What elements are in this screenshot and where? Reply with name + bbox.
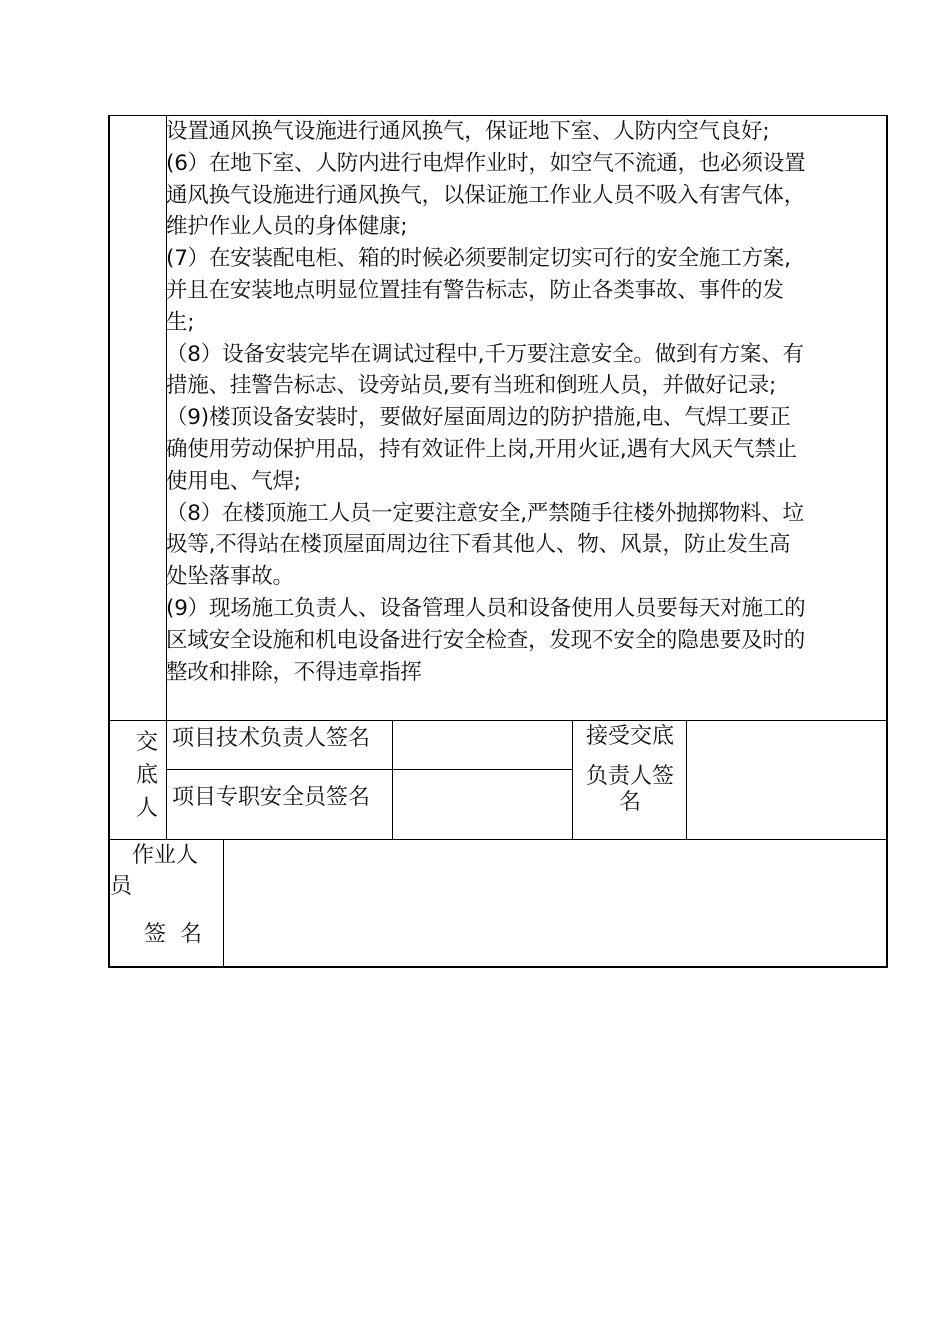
handover-label-char: 人 bbox=[135, 796, 158, 821]
workers-label-line: 签 名 bbox=[144, 922, 202, 947]
measure-line: （8）在楼顶施工人员一定要注意安全,严禁随手往楼外抛掷物料、垃 bbox=[166, 500, 804, 526]
workers-signature-field[interactable] bbox=[224, 840, 886, 966]
receiver-label-line: 名 bbox=[618, 790, 641, 815]
measure-line: (9）现场施工负责人、设备管理人员和设备使用人员要每天对施工的 bbox=[166, 595, 806, 621]
measure-line: 处坠落事故。 bbox=[166, 564, 294, 590]
measure-line: 区域安全设施和机电设备进行安全检查，发现不安全的隐患要及时的 bbox=[166, 627, 806, 653]
sign-col-divider-2 bbox=[572, 720, 573, 840]
measure-line: （9)楼顶设备安装时，要做好屋面周边的防护措施,电、气焊工要正 bbox=[166, 405, 791, 431]
workers-label-line: 员 bbox=[110, 874, 133, 899]
measure-line: 措施、挂警告标志、设旁站员,要有当班和倒班人员，并做好记录; bbox=[166, 373, 777, 399]
tech-lead-signature-field[interactable] bbox=[393, 721, 572, 769]
safety-officer-signature-label: 项目专职安全员签名 bbox=[172, 785, 371, 810]
measure-line: 确使用劳动保护用品，持有效证件上岗,开用火证,遇有大风天气禁止 bbox=[166, 436, 797, 462]
measure-line: 使用电、气焊; bbox=[166, 468, 301, 494]
measure-line: 通风换气设施进行通风换气，以保证施工作业人员不吸入有害气体， bbox=[166, 182, 806, 208]
measure-line: 整改和排除，不得违章指挥 bbox=[166, 659, 422, 685]
receiver-label-line: 负责人签 bbox=[585, 764, 674, 789]
measure-line: 生; bbox=[166, 309, 195, 335]
table-border-bottom bbox=[108, 966, 888, 968]
measure-line: (6）在地下室、人防内进行电焊作业时，如空气不流通，也必须设置 bbox=[166, 150, 806, 176]
handover-label-char: 交 bbox=[135, 730, 158, 755]
receiver-signature-label bbox=[574, 720, 686, 815]
measure-line: （8）设备安装完毕在调试过程中,千万要注意安全。做到有方案、有 bbox=[166, 341, 804, 367]
safety-officer-signature-field[interactable] bbox=[393, 770, 572, 839]
workers-signature-label bbox=[110, 840, 222, 951]
tech-lead-signature-label: 项目技术负责人签名 bbox=[172, 726, 371, 751]
measure-line: 并且在安装地点明显位置挂有警告标志，防止各类事故、事件的发 bbox=[166, 277, 784, 303]
measure-line: 圾等,不得站在楼顶屋面周边往下看其他人、物、风景，防止发生高 bbox=[166, 532, 791, 558]
safety-measures-text bbox=[166, 116, 888, 688]
measure-line: 设置通风换气设施进行通风换气，保证地下室、人防内空气良好; bbox=[166, 119, 770, 144]
measure-line: 维护作业人员的身体健康; bbox=[166, 214, 408, 240]
receiver-signature-field[interactable] bbox=[687, 721, 886, 839]
handover-person-label bbox=[118, 726, 158, 825]
handover-label-char: 底 bbox=[135, 763, 158, 788]
workers-label-line: 作业人 bbox=[132, 843, 199, 868]
receiver-label-line: 接受交底 bbox=[585, 724, 674, 749]
measure-line: (7）在安装配电柜、箱的时候必须要制定切实可行的安全施工方案, bbox=[166, 246, 791, 272]
